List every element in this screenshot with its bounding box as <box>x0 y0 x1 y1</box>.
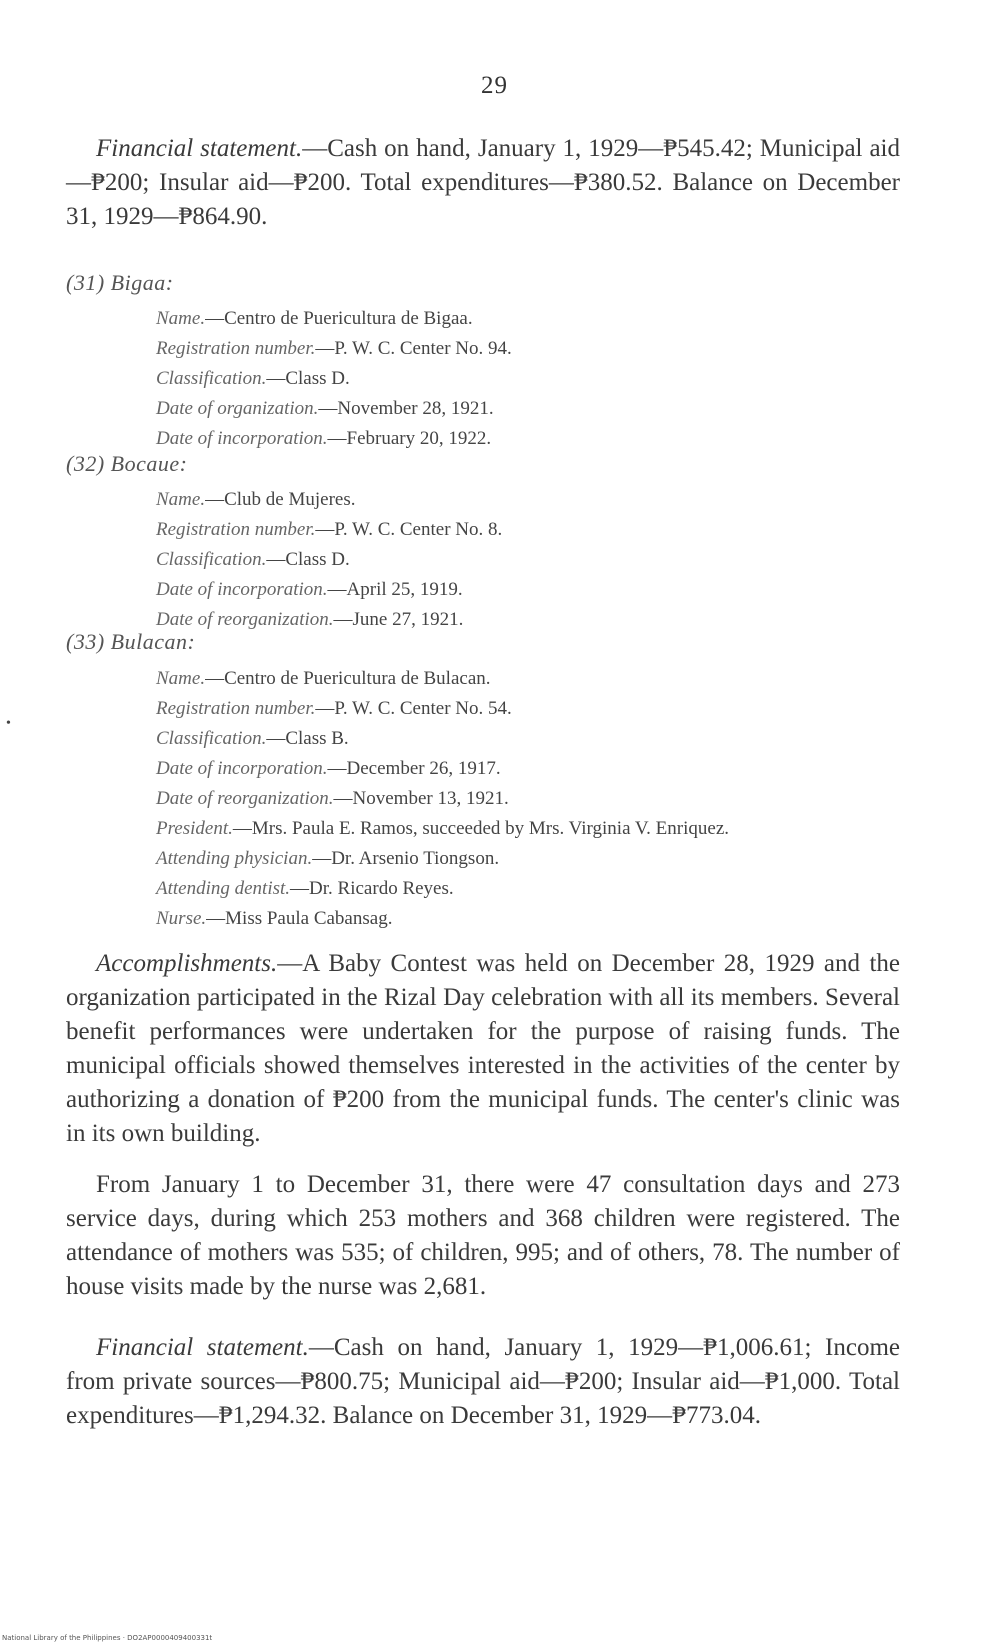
paragraph-lead: Accomplishments. <box>96 950 278 977</box>
entry-value: —November 13, 1921. <box>333 788 509 809</box>
entry-value: —Class D. <box>266 549 350 570</box>
entry-classification <box>156 364 906 394</box>
entry-label: Classification. <box>156 549 267 570</box>
entry-organization-date <box>156 394 906 424</box>
section-heading-bocaue: (32) Bocaue: <box>66 451 188 476</box>
entry-label: Classification. <box>156 368 267 389</box>
entry-value: —April 25, 1919. <box>327 579 463 600</box>
entry-value: —Dr. Ricardo Reyes. <box>290 878 454 899</box>
entry-name <box>156 304 906 334</box>
entry-label: Date of incorporation. <box>156 579 328 600</box>
entry-nurse <box>156 904 906 934</box>
entry-label: Registration number. <box>156 338 316 359</box>
financial-statement-paragraph <box>66 1331 900 1433</box>
entry-value: —December 26, 1917. <box>327 758 501 779</box>
paragraph-lead: Financial statement. <box>96 135 303 162</box>
entry-label: Date of reorganization. <box>156 788 334 809</box>
entry-value: —Miss Paula Cabansag. <box>206 908 393 929</box>
entry-label: Name. <box>156 668 206 689</box>
entry-label: Registration number. <box>156 698 316 719</box>
accomplishments-paragraph <box>66 947 900 1151</box>
entry-label: Date of incorporation. <box>156 758 328 779</box>
section-entries-bigaa <box>156 304 906 454</box>
entry-label: Attending dentist. <box>156 878 291 899</box>
section-heading-bigaa: (31) Bigaa: <box>66 270 174 295</box>
entry-reorganization-date <box>156 605 906 635</box>
margin-mark: • <box>6 716 11 731</box>
entry-label: Name. <box>156 308 206 329</box>
entry-value: —P. W. C. Center No. 94. <box>315 338 512 359</box>
entry-name <box>156 485 906 515</box>
entry-label: Classification. <box>156 728 267 749</box>
entry-value: —Club de Mujeres. <box>205 489 356 510</box>
section-heading-bulacan: (33) Bulacan: <box>66 629 196 654</box>
entry-label: Attending physician. <box>156 848 313 869</box>
paragraph-text: From January 1 to December 31, there were 47 consultation days and 273 service days, during which 253 mothers and 368 children were registered. The attendance of mothers was 535; of children, 995; and of others, 78. The number of house visits made by the nurse was 2,681. <box>66 1171 900 1300</box>
entry-value: —P. W. C. Center No. 54. <box>315 698 512 719</box>
section-entries-bocaue <box>156 485 906 635</box>
entry-classification <box>156 724 906 754</box>
page-number: 29 <box>481 72 508 99</box>
entry-registration <box>156 694 906 724</box>
entry-incorporation-date <box>156 575 906 605</box>
entry-label: Date of reorganization. <box>156 609 334 630</box>
entry-incorporation-date <box>156 754 906 784</box>
entry-attending-physician <box>156 844 906 874</box>
entry-classification <box>156 545 906 575</box>
entry-label: President. <box>156 818 233 839</box>
section-entries-bulacan <box>156 664 906 934</box>
entry-incorporation-date <box>156 424 906 454</box>
entry-reorganization-date <box>156 784 906 814</box>
entry-label: Date of incorporation. <box>156 428 328 449</box>
entry-value: —Mrs. Paula E. Ramos, succeeded by Mrs. Virginia V. Enriquez. <box>232 818 730 839</box>
entry-label: Nurse. <box>156 908 207 929</box>
entry-value: —P. W. C. Center No. 8. <box>315 519 503 540</box>
paragraph-text: —A Baby Contest was held on December 28, 1929 and the organization participated in the Rizal Day celebration with all its members. Several benefit performances were undertaken for the purpose of raising funds. The municipal officials showed themselves interested in the activities of the center by authorizing a donation of ₱200 from the municipal funds. The center's clinic was in its own building. <box>66 950 900 1147</box>
entry-label: Registration number. <box>156 519 316 540</box>
entry-value: —Class D. <box>266 368 350 389</box>
footer-credit: National Library of the Philippines · DO2AP0000409400331t <box>2 1634 213 1642</box>
paragraph-text: —Cash on hand, January 1, 1929—₱1,006.61; Income from private sources—₱800.75; Municipal aid—₱200; Insular aid—₱1,000. Total expenditures—₱1,294.32. Balance on December 31, 1929—₱773.04. <box>66 1334 900 1429</box>
entry-label: Name. <box>156 489 206 510</box>
entry-name <box>156 664 906 694</box>
entry-registration <box>156 515 906 545</box>
entry-president <box>156 814 906 844</box>
attendance-paragraph <box>66 1168 900 1304</box>
entry-value: —Centro de Puericultura de Bigaa. <box>205 308 473 329</box>
entry-label: Date of organization. <box>156 398 319 419</box>
paragraph-lead: Financial statement. <box>96 1334 309 1361</box>
entry-value: —Centro de Puericultura de Bulacan. <box>205 668 491 689</box>
entry-value: —Class B. <box>266 728 349 749</box>
entry-value: —June 27, 1921. <box>333 609 464 630</box>
paragraph-text: —Cash on hand, January 1, 1929—₱545.42; Municipal aid—₱200; Insular aid—₱200. Total expenditures—₱380.52. Balance on December 31, 1929—₱864.90. <box>66 135 900 230</box>
entry-value: —November 28, 1921. <box>318 398 494 419</box>
entry-value: —February 20, 1922. <box>327 428 492 449</box>
entry-attending-dentist <box>156 874 906 904</box>
entry-value: —Dr. Arsenio Tiongson. <box>312 848 500 869</box>
entry-registration <box>156 334 906 364</box>
financial-statement-paragraph <box>66 132 900 234</box>
